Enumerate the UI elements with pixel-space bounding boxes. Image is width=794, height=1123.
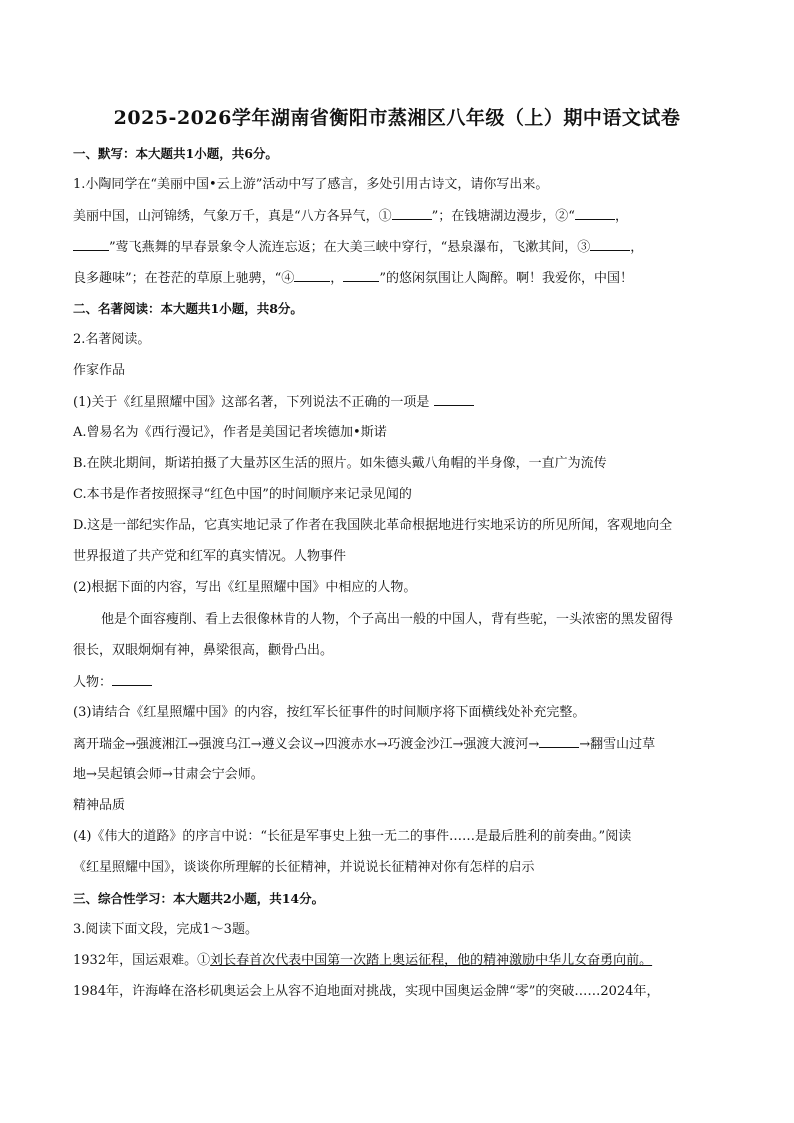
q3-passage-line-2: 1984年，许海峰在洛杉矶奥运会上从容不迫地面对挑战，实现中国奥运金牌“零”的突破……2024年， — [73, 984, 660, 999]
q1-line-1-text-b: ”；在钱塘湖边漫步，②“ — [431, 209, 575, 224]
person-label: 人物： — [73, 675, 113, 690]
q1-line-1 — [73, 206, 733, 227]
section-1-heading: 一、默写：本大题共1小题，共6分。 — [73, 146, 278, 161]
q1-line-3-text-a: 良多趣味”；在苍茫的草原上驰骋，“④ — [73, 271, 295, 286]
option-d-line-2: 世界报道了共产党和红军的真实情况。人物事件 — [73, 549, 347, 564]
q2-part-2: (2)根据下面的内容，写出《红星照耀中国》中相应的人物。 — [73, 580, 417, 595]
q2-person-line — [73, 672, 733, 693]
q2-description-line-2: 很长，双眼炯炯有神，鼻梁很高，颧骨凸出。 — [73, 643, 334, 658]
answer-blank-3[interactable] — [590, 237, 630, 251]
long-march-route-line-2: 地→吴起镇会师→甘肃会宁会师。 — [73, 767, 264, 782]
q2-category-works: 作家作品 — [73, 363, 126, 378]
answer-blank-1[interactable] — [392, 206, 432, 220]
q1-line-1-text-a: 美丽中国，山河锦绣，气象万千，真是“八方各异气，① — [73, 209, 392, 224]
q2-number: 2.名著阅读。 — [73, 332, 151, 347]
answer-blank-route[interactable] — [539, 734, 579, 748]
option-d-line-1: D.这是一部纪实作品，它真实地记录了作者在我国陕北革命根据地进行实地采访的所见所闻，客观地向全 — [73, 518, 673, 533]
answer-blank-person[interactable] — [112, 672, 152, 686]
exam-title: 2025-2026学年湖南省衡阳市蒸湘区八年级（上）期中语文试卷 — [113, 107, 681, 129]
q2-part-1 — [73, 392, 733, 413]
q2-category-spirit: 精神品质 — [73, 798, 126, 813]
option-a: A.曾易名为《西行漫记》，作者是美国记者埃德加•斯诺 — [73, 425, 387, 440]
answer-blank-q2-1[interactable] — [434, 392, 474, 406]
q1-prompt: 1.小陶同学在“美丽中国•云上游”活动中写了感言，多处引用古诗文，请你写出来。 — [73, 177, 549, 192]
q2-part-3: (3)请结合《红星照耀中国》的内容，按红军长征事件的时间顺序将下面横线处补充完整。 — [73, 705, 586, 720]
underlined-sentence-1: 刘长春首次代表中国第一次踏上奥运征程，他的精神激励中华儿女奋勇向前。 — [210, 953, 653, 968]
section-3-heading: 三、综合性学习：本大题共2小题，共14分。 — [73, 891, 325, 906]
long-march-route-line-1 — [73, 734, 733, 755]
q3-passage-line-1 — [73, 951, 733, 971]
option-c: C.本书是作者按照探寻“红色中国”的时间顺序来记录见闻的 — [73, 487, 412, 502]
q1-line-1-text-c: ， — [614, 209, 628, 224]
answer-blank-4b[interactable] — [343, 268, 379, 282]
q1-line-2-text-a: ”莺飞燕舞的早春景象令人流连忘返；在大美三峡中穿行，“悬泉瀑布，飞漱其间，③ — [109, 240, 591, 255]
section-2-heading: 二、名著阅读：本大题共1小题，共8分。 — [73, 301, 303, 316]
q1-line-3-text-b: ， — [330, 271, 344, 286]
q3-passage-text-a: 1932年，国运艰难。① — [73, 953, 211, 968]
q1-line-2-text-b: ， — [630, 240, 644, 255]
route-text-a: 离开瑞金→强渡湘江→强渡乌江→遵义会议→四渡赤水→巧渡金沙江→强渡大渡河→ — [73, 737, 540, 752]
q1-line-3 — [73, 268, 733, 289]
answer-blank-2a[interactable] — [575, 206, 615, 220]
answer-blank-2b[interactable] — [73, 237, 109, 251]
option-b: B.在陕北期间，斯诺拍摄了大量苏区生活的照片。如朱德头戴八角帽的半身像，一直广为流传 — [73, 456, 607, 471]
q1-line-2 — [73, 237, 733, 258]
answer-blank-4a[interactable] — [294, 268, 330, 282]
q2-part-1-text: (1)关于《红星照耀中国》这部名著，下列说法不正确的一项是 — [73, 395, 430, 410]
q2-part-4-line-2: 《红星照耀中国》，谈谈你所理解的长征精神，并说说长征精神对你有怎样的启示 — [73, 860, 535, 875]
q1-line-3-text-c: ”的悠闲氛围让人陶醉。啊！我爱你，中国！ — [379, 271, 633, 286]
q2-part-4-line-1: (4)《伟大的道路》的序言中说：“长征是军事史上独一无二的事件……是最后胜利的前奏曲。”阅读 — [73, 829, 632, 844]
route-text-b: →翻雪山过草 — [579, 737, 656, 752]
q3-prompt: 3.阅读下面文段，完成1～3题。 — [73, 922, 258, 937]
q2-description-line-1: 他是个面容瘦削、看上去很像林肯的人物，个子高出一般的中国人，背有些驼，一头浓密的黑发留得 — [101, 612, 674, 627]
